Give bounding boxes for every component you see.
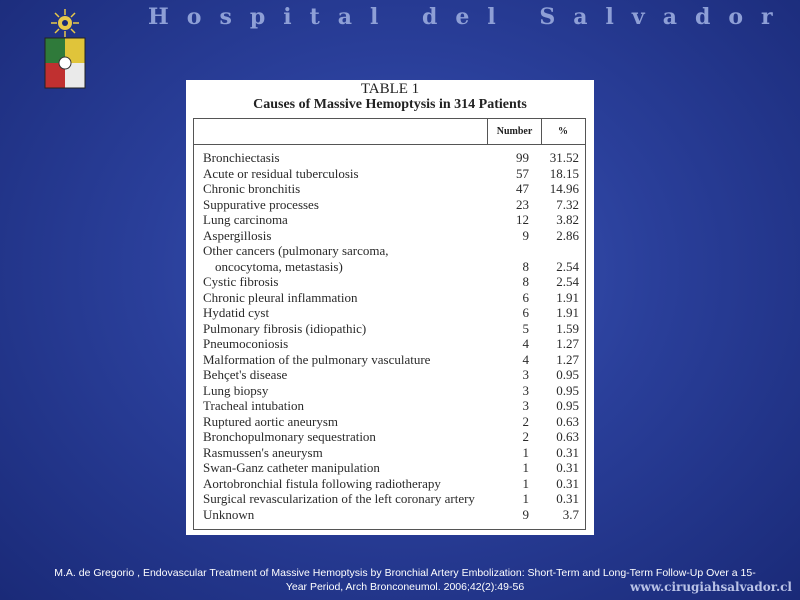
cause-cell	[203, 290, 503, 306]
cause-cell	[203, 429, 503, 445]
cause-text: Malformation of the pulmonary vasculature	[203, 351, 431, 367]
cause-text: Suppurative processes	[203, 196, 319, 212]
cause-text: Bronchopulmonary sequestration	[203, 429, 376, 444]
cause-text: Rasmussen's aneurysm	[203, 444, 323, 460]
table-row	[194, 212, 585, 228]
table-row	[194, 460, 585, 476]
cause-cell	[203, 491, 503, 507]
cause-cell	[203, 150, 503, 166]
percent-cell: 7.32	[556, 196, 579, 212]
cause-cell	[203, 445, 503, 461]
table-row	[194, 429, 585, 445]
cause-text: Pulmonary fibrosis (idiopathic)	[203, 320, 367, 336]
percent-cell: 0.31	[556, 444, 579, 460]
table-caption: Causes of Massive Hemoptysis in 314 Patients	[253, 97, 527, 112]
table-row	[194, 243, 585, 274]
cause-cell	[203, 181, 503, 197]
cause-text: Unknown	[203, 506, 255, 522]
cause-cell	[203, 414, 503, 430]
cause-text: Swan-Ganz catheter manipulation	[203, 460, 380, 475]
table-row	[194, 367, 585, 383]
cause-cell	[203, 336, 503, 352]
causes-table	[193, 118, 586, 530]
table-header-row	[194, 119, 585, 145]
table-row	[194, 414, 585, 430]
cause-text: Chronic pleural inflammation	[203, 289, 358, 305]
percent-cell: 1.91	[556, 305, 579, 320]
cause-text: Lung carcinoma	[203, 212, 288, 227]
number-cell: 4	[522, 351, 529, 367]
percent-cell: 0.31	[556, 460, 579, 475]
cause-text: Hydatid cyst	[203, 305, 270, 320]
percent-cell: 3.82	[556, 212, 579, 227]
number-cell: 1	[522, 475, 529, 491]
number-cell: 4	[522, 336, 529, 351]
cause-text: Surgical revascularization of the left coronary artery	[203, 491, 475, 506]
percent-cell: 31.52	[549, 150, 579, 165]
percent-cell: 1.59	[556, 320, 579, 336]
percent-cell: 0.63	[556, 429, 579, 444]
number-cell: 8	[522, 274, 529, 289]
cause-cell	[203, 398, 503, 414]
cause-text: Lung biopsy	[203, 382, 269, 398]
table-row	[194, 290, 585, 306]
percent-cell: 2.86	[556, 227, 579, 243]
cause-text-continued: oncocytoma, metastasis)	[215, 258, 343, 274]
cause-text: Acute or residual tuberculosis	[203, 165, 359, 181]
cause-text: Aortobronchial fistula following radiotherapy	[203, 475, 441, 491]
percent-cell: 1.27	[556, 351, 579, 367]
cause-text: Bronchiectasis	[203, 150, 280, 165]
table-body	[194, 150, 585, 522]
cause-text: Behçet's disease	[203, 367, 288, 382]
cause-text: Ruptured aortic aneurysm	[203, 413, 339, 429]
cause-cell	[203, 305, 503, 321]
percent-cell: 1.91	[556, 289, 579, 305]
number-cell: 1	[522, 444, 529, 460]
number-cell: 2	[522, 413, 529, 429]
percent-cell: 2.54	[556, 258, 579, 274]
website-url: www.cirugiahsalvador.cl	[630, 580, 792, 594]
percent-cell: 0.95	[556, 367, 579, 382]
table-figure	[186, 80, 594, 535]
number-cell: 1	[522, 491, 529, 506]
table-row	[194, 398, 585, 414]
percent-cell: 0.63	[556, 413, 579, 429]
column-header-percent: %	[558, 126, 568, 137]
table-row	[194, 352, 585, 368]
cause-cell	[203, 321, 503, 337]
cause-cell	[203, 243, 503, 274]
table-row	[194, 491, 585, 507]
number-cell: 3	[522, 398, 529, 413]
cause-cell	[203, 383, 503, 399]
hospital-title: Hospital del Salvador	[148, 4, 791, 30]
cause-cell	[203, 367, 503, 383]
cause-text: Chronic bronchitis	[203, 181, 301, 196]
percent-cell: 14.96	[549, 181, 579, 196]
number-cell: 6	[522, 289, 529, 305]
percent-cell: 3.7	[562, 506, 579, 522]
number-cell: 99	[516, 150, 529, 165]
cause-cell	[203, 212, 503, 228]
percent-cell: 18.15	[549, 165, 579, 181]
cause-cell	[203, 166, 503, 182]
table-row	[194, 476, 585, 492]
citation-line-1: M.A. de Gregorio , Endovascular Treatment of Massive Hemoptysis by Bronchial Artery Embolization: Short-Term and Long-Term Follow-Up Over a 15-	[54, 567, 756, 579]
table-row	[194, 507, 585, 523]
table-row	[194, 321, 585, 337]
number-cell: 47	[516, 181, 529, 196]
cause-text: Tracheal intubation	[203, 398, 304, 413]
table-row	[194, 150, 585, 166]
percent-cell: 0.31	[556, 491, 579, 506]
percent-cell: 2.54	[556, 274, 579, 289]
cause-cell	[203, 476, 503, 492]
cause-cell	[203, 460, 503, 476]
table-row	[194, 445, 585, 461]
number-cell: 23	[516, 196, 529, 212]
number-cell: 5	[522, 320, 529, 336]
cause-cell	[203, 228, 503, 244]
table-row	[194, 274, 585, 290]
number-cell: 2	[522, 429, 529, 444]
number-cell: 3	[522, 367, 529, 382]
citation-line-2: Year Period, Arch Bronconeumol. 2006;42(2):49-56	[285, 581, 525, 593]
number-cell: 9	[522, 506, 529, 522]
cause-cell	[203, 274, 503, 290]
number-cell: 3	[522, 382, 529, 398]
table-label: TABLE 1	[360, 81, 420, 97]
cause-cell	[203, 352, 503, 368]
cause-text: Pneumoconiosis	[203, 336, 289, 351]
number-cell: 9	[522, 227, 529, 243]
table-row	[194, 228, 585, 244]
table-row	[194, 166, 585, 182]
table-row	[194, 336, 585, 352]
table-row	[194, 305, 585, 321]
number-cell: 57	[516, 165, 529, 181]
number-cell: 1	[522, 460, 529, 475]
table-row	[194, 197, 585, 213]
cause-text: Cystic fibrosis	[203, 274, 279, 289]
cause-text: Aspergillosis	[203, 227, 272, 243]
table-row	[194, 383, 585, 399]
university-crest-icon	[40, 6, 90, 90]
number-cell: 6	[522, 305, 529, 320]
cause-text: Other cancers (pulmonary sarcoma,	[203, 243, 389, 258]
number-cell: 12	[516, 212, 529, 227]
table-row	[194, 181, 585, 197]
percent-cell: 0.95	[556, 382, 579, 398]
cause-cell	[203, 197, 503, 213]
percent-cell: 0.95	[556, 398, 579, 413]
cause-cell	[203, 507, 503, 523]
number-cell: 8	[522, 258, 529, 274]
percent-cell: 1.27	[556, 336, 579, 351]
column-header-number: Number	[487, 119, 542, 144]
percent-cell: 0.31	[556, 475, 579, 491]
